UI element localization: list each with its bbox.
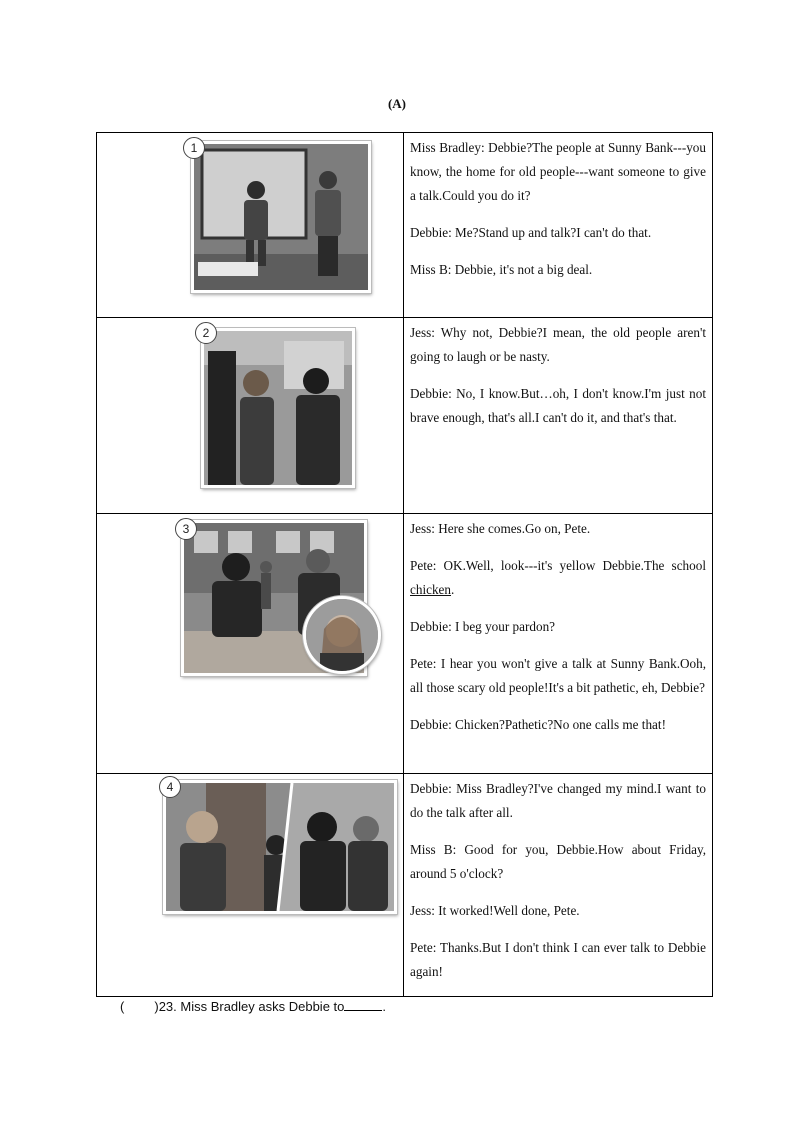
panel-row-2 <box>97 318 713 514</box>
reaction-photo <box>163 780 397 914</box>
question-end: . <box>382 999 387 1014</box>
classroom-photo <box>191 141 371 293</box>
panel-row-3 <box>97 514 713 774</box>
corridor-photo <box>201 328 355 488</box>
answer-blank[interactable] <box>344 999 382 1011</box>
dialogue-line: Jess: Here she comes.Go on, Pete. <box>410 521 591 536</box>
dialogue-line: Miss B: Debbie, it's not a big deal. <box>410 262 593 277</box>
question-23 <box>120 999 386 1014</box>
panel-number-2: 2 <box>195 322 217 344</box>
panel-2-dialogue <box>404 318 713 514</box>
punctuation: . <box>451 582 455 597</box>
dialogue-line: Jess: Why not, Debbie?I mean, the old people aren't going to laugh or be nasty. <box>410 325 706 364</box>
answer-paren-close: ) <box>154 999 159 1014</box>
dialogue-line: Debbie: Me?Stand up and talk?I can't do that. <box>410 225 652 240</box>
dialogue-line: Pete: Thanks.But I don't think I can ever talk to Debbie again! <box>410 940 706 979</box>
panel-number-4: 4 <box>159 776 181 798</box>
debbie-inset-photo <box>303 596 381 674</box>
dialogue-line <box>410 554 706 602</box>
panel-1-dialogue <box>404 133 713 318</box>
section-title: (A) <box>387 96 407 111</box>
dialogue-line: Debbie: No, I know.But…oh, I don't know.I'm just not brave enough, that's all.I can't do it, and that's that. <box>410 386 706 425</box>
panel-number-3: 3 <box>175 518 197 540</box>
dialogue-line: Pete: I hear you won't give a talk at Sunny Bank.Ooh, all those scary old people!It's a bit pathetic, eh, Debbie? <box>410 656 706 695</box>
dialogue-line: Debbie: I beg your pardon? <box>410 619 556 634</box>
dialogue-line: Miss Bradley: Debbie?The people at Sunny Bank---you know, the home for old people---want someone to give a talk.Could you do it? <box>410 140 706 203</box>
panel-4-picture-cell <box>97 774 404 997</box>
panel-3-dialogue <box>404 514 713 774</box>
panel-row-4 <box>97 774 713 997</box>
story-table <box>96 132 713 997</box>
dialogue-line: Debbie: Chicken?Pathetic?No one calls me that! <box>410 717 666 732</box>
underlined-word: chicken <box>410 582 452 597</box>
panel-number-1: 1 <box>183 137 205 159</box>
dialogue-line: Debbie: Miss Bradley?I've changed my mind.I want to do the talk after all. <box>410 781 706 820</box>
dialogue-line: Miss B: Good for you, Debbie.How about Friday, around 5 o'clock? <box>410 842 706 881</box>
question-text: 23. Miss Bradley asks Debbie to <box>158 999 345 1014</box>
panel-2-picture-cell <box>97 318 404 514</box>
panel-4-dialogue <box>404 774 713 997</box>
dialogue-text: Pete: OK.Well, look---it's yellow Debbie.The school <box>410 558 706 573</box>
dialogue-line: Jess: It worked!Well done, Pete. <box>410 903 580 918</box>
panel-row-1 <box>97 133 713 318</box>
answer-paren-open: ( <box>120 999 125 1014</box>
panel-3-picture-cell <box>97 514 404 774</box>
panel-1-picture-cell <box>97 133 404 318</box>
